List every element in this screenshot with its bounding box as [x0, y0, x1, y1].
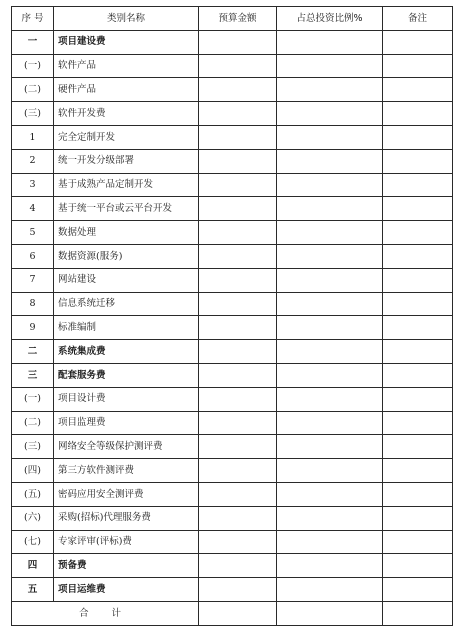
- header-remarks: 备注: [383, 7, 453, 31]
- row-category-name: 完全定制开发: [54, 125, 199, 149]
- row-category-name: 密码应用安全测评费: [54, 482, 199, 506]
- table-row: [12, 578, 453, 602]
- row-budget-amount-cell[interactable]: [199, 54, 277, 78]
- row-budget-amount-cell[interactable]: [199, 482, 277, 506]
- table-row: [12, 268, 453, 292]
- table-row: [12, 363, 453, 387]
- row-ratio-cell[interactable]: [277, 197, 383, 221]
- row-ratio-cell[interactable]: [277, 149, 383, 173]
- row-category-name: 软件开发费: [54, 102, 199, 126]
- row-remarks-cell[interactable]: [383, 30, 453, 54]
- table-row: [12, 435, 453, 459]
- row-ratio-cell[interactable]: [277, 459, 383, 483]
- row-category-name: 预备费: [54, 554, 199, 578]
- row-ratio-cell[interactable]: [277, 102, 383, 126]
- row-remarks-cell[interactable]: [383, 363, 453, 387]
- table-row: [12, 316, 453, 340]
- table-row: [12, 482, 453, 506]
- row-ratio-cell[interactable]: [277, 221, 383, 245]
- row-category-name: 项目设计费: [54, 387, 199, 411]
- row-category-name: 数据处理: [54, 221, 199, 245]
- row-budget-amount-cell[interactable]: [199, 316, 277, 340]
- total-row: [12, 601, 453, 625]
- row-budget-amount-cell[interactable]: [199, 125, 277, 149]
- row-ratio-cell[interactable]: [277, 54, 383, 78]
- row-remarks-cell[interactable]: [383, 54, 453, 78]
- total-note-cell[interactable]: [383, 601, 453, 625]
- row-ratio-cell[interactable]: [277, 411, 383, 435]
- row-category-name: 网站建设: [54, 268, 199, 292]
- row-budget-amount-cell[interactable]: [199, 78, 277, 102]
- table-row: [12, 221, 453, 245]
- row-budget-amount-cell[interactable]: [199, 197, 277, 221]
- row-serial-number: 4: [12, 197, 54, 221]
- row-serial-number: (三): [12, 435, 54, 459]
- row-budget-amount-cell[interactable]: [199, 340, 277, 364]
- row-budget-amount-cell[interactable]: [199, 221, 277, 245]
- row-budget-amount-cell[interactable]: [199, 149, 277, 173]
- row-budget-amount-cell[interactable]: [199, 459, 277, 483]
- header-investment-ratio: 占总投资比例%: [277, 7, 383, 31]
- row-remarks-cell[interactable]: [383, 197, 453, 221]
- row-serial-number: 五: [12, 578, 54, 602]
- table-row: [12, 125, 453, 149]
- row-category-name: 采购(招标)代理服务费: [54, 506, 199, 530]
- row-remarks-cell[interactable]: [383, 482, 453, 506]
- row-budget-amount-cell[interactable]: [199, 363, 277, 387]
- table-body: [12, 30, 453, 601]
- row-remarks-cell[interactable]: [383, 411, 453, 435]
- row-serial-number: (四): [12, 459, 54, 483]
- table-row: [12, 554, 453, 578]
- row-remarks-cell[interactable]: [383, 221, 453, 245]
- row-budget-amount-cell[interactable]: [199, 292, 277, 316]
- row-category-name: 统一开发分级部署: [54, 149, 199, 173]
- row-category-name: 项目运维费: [54, 578, 199, 602]
- row-budget-amount-cell[interactable]: [199, 268, 277, 292]
- row-remarks-cell[interactable]: [383, 530, 453, 554]
- row-category-name: 硬件产品: [54, 78, 199, 102]
- row-category-name: 基于成熟产品定制开发: [54, 173, 199, 197]
- row-budget-amount-cell[interactable]: [199, 506, 277, 530]
- table-row: [12, 54, 453, 78]
- table-row: [12, 30, 453, 54]
- row-ratio-cell[interactable]: [277, 316, 383, 340]
- row-serial-number: (五): [12, 482, 54, 506]
- table-row: [12, 340, 453, 364]
- row-serial-number: (一): [12, 387, 54, 411]
- total-label: 合 计: [12, 601, 199, 625]
- row-ratio-cell[interactable]: [277, 578, 383, 602]
- row-ratio-cell[interactable]: [277, 173, 383, 197]
- row-budget-amount-cell[interactable]: [199, 30, 277, 54]
- row-category-name: 软件产品: [54, 54, 199, 78]
- table-row: [12, 459, 453, 483]
- row-serial-number: (一): [12, 54, 54, 78]
- row-ratio-cell[interactable]: [277, 30, 383, 54]
- row-ratio-cell[interactable]: [277, 78, 383, 102]
- row-serial-number: 8: [12, 292, 54, 316]
- row-serial-number: 四: [12, 554, 54, 578]
- row-serial-number: 3: [12, 173, 54, 197]
- row-ratio-cell[interactable]: [277, 435, 383, 459]
- table-row: [12, 387, 453, 411]
- row-category-name: 基于统一平台或云平台开发: [54, 197, 199, 221]
- row-serial-number: (七): [12, 530, 54, 554]
- row-ratio-cell[interactable]: [277, 482, 383, 506]
- table-row: [12, 173, 453, 197]
- row-ratio-cell[interactable]: [277, 340, 383, 364]
- total-amount-cell[interactable]: [199, 601, 277, 625]
- table-row: [12, 244, 453, 268]
- row-ratio-cell[interactable]: [277, 244, 383, 268]
- header-category-name: 类别名称: [54, 7, 199, 31]
- row-ratio-cell[interactable]: [277, 530, 383, 554]
- row-category-name: 第三方软件测评费: [54, 459, 199, 483]
- row-serial-number: (三): [12, 102, 54, 126]
- row-category-name: 系统集成费: [54, 340, 199, 364]
- row-remarks-cell[interactable]: [383, 292, 453, 316]
- row-serial-number: (六): [12, 506, 54, 530]
- row-budget-amount-cell[interactable]: [199, 530, 277, 554]
- row-ratio-cell[interactable]: [277, 554, 383, 578]
- row-remarks-cell[interactable]: [383, 125, 453, 149]
- row-category-name: 网络安全等级保护测评费: [54, 435, 199, 459]
- row-serial-number: 6: [12, 244, 54, 268]
- row-category-name: 标准编制: [54, 316, 199, 340]
- row-remarks-cell[interactable]: [383, 506, 453, 530]
- header-budget-amount: 预算金额: [199, 7, 277, 31]
- row-serial-number: 1: [12, 125, 54, 149]
- row-category-name: 信息系统迁移: [54, 292, 199, 316]
- table-row: [12, 530, 453, 554]
- row-serial-number: 7: [12, 268, 54, 292]
- row-remarks-cell[interactable]: [383, 340, 453, 364]
- row-budget-amount-cell[interactable]: [199, 578, 277, 602]
- row-budget-amount-cell[interactable]: [199, 411, 277, 435]
- budget-table: [11, 6, 453, 626]
- row-budget-amount-cell[interactable]: [199, 173, 277, 197]
- row-ratio-cell[interactable]: [277, 387, 383, 411]
- row-budget-amount-cell[interactable]: [199, 102, 277, 126]
- row-remarks-cell[interactable]: [383, 554, 453, 578]
- table-row: [12, 149, 453, 173]
- table-row: [12, 506, 453, 530]
- row-remarks-cell[interactable]: [383, 268, 453, 292]
- table-row: [12, 102, 453, 126]
- row-budget-amount-cell[interactable]: [199, 387, 277, 411]
- row-serial-number: 三: [12, 363, 54, 387]
- row-ratio-cell[interactable]: [277, 363, 383, 387]
- row-budget-amount-cell[interactable]: [199, 244, 277, 268]
- row-category-name: 配套服务费: [54, 363, 199, 387]
- row-serial-number: 二: [12, 340, 54, 364]
- row-remarks-cell[interactable]: [383, 78, 453, 102]
- row-serial-number: (二): [12, 411, 54, 435]
- row-ratio-cell[interactable]: [277, 125, 383, 149]
- budget-sheet: [11, 6, 452, 622]
- total-ratio-cell[interactable]: [277, 601, 383, 625]
- row-remarks-cell[interactable]: [383, 459, 453, 483]
- row-remarks-cell[interactable]: [383, 149, 453, 173]
- table-row: [12, 292, 453, 316]
- table-row: [12, 78, 453, 102]
- table-row: [12, 411, 453, 435]
- row-serial-number: 2: [12, 149, 54, 173]
- row-remarks-cell[interactable]: [383, 173, 453, 197]
- row-budget-amount-cell[interactable]: [199, 554, 277, 578]
- header-serial-number: 序 号: [12, 7, 54, 31]
- row-remarks-cell[interactable]: [383, 316, 453, 340]
- row-ratio-cell[interactable]: [277, 268, 383, 292]
- row-category-name: 项目建设费: [54, 30, 199, 54]
- row-category-name: 专家评审(评标)费: [54, 530, 199, 554]
- row-remarks-cell[interactable]: [383, 102, 453, 126]
- row-category-name: 项目监理费: [54, 411, 199, 435]
- row-category-name: 数据资源(服务): [54, 244, 199, 268]
- row-serial-number: 9: [12, 316, 54, 340]
- row-remarks-cell[interactable]: [383, 244, 453, 268]
- row-serial-number: 一: [12, 30, 54, 54]
- row-serial-number: (二): [12, 78, 54, 102]
- table-row: [12, 197, 453, 221]
- row-remarks-cell[interactable]: [383, 578, 453, 602]
- row-ratio-cell[interactable]: [277, 292, 383, 316]
- row-remarks-cell[interactable]: [383, 435, 453, 459]
- row-ratio-cell[interactable]: [277, 506, 383, 530]
- row-remarks-cell[interactable]: [383, 387, 453, 411]
- row-budget-amount-cell[interactable]: [199, 435, 277, 459]
- header-row: [12, 7, 453, 31]
- row-serial-number: 5: [12, 221, 54, 245]
